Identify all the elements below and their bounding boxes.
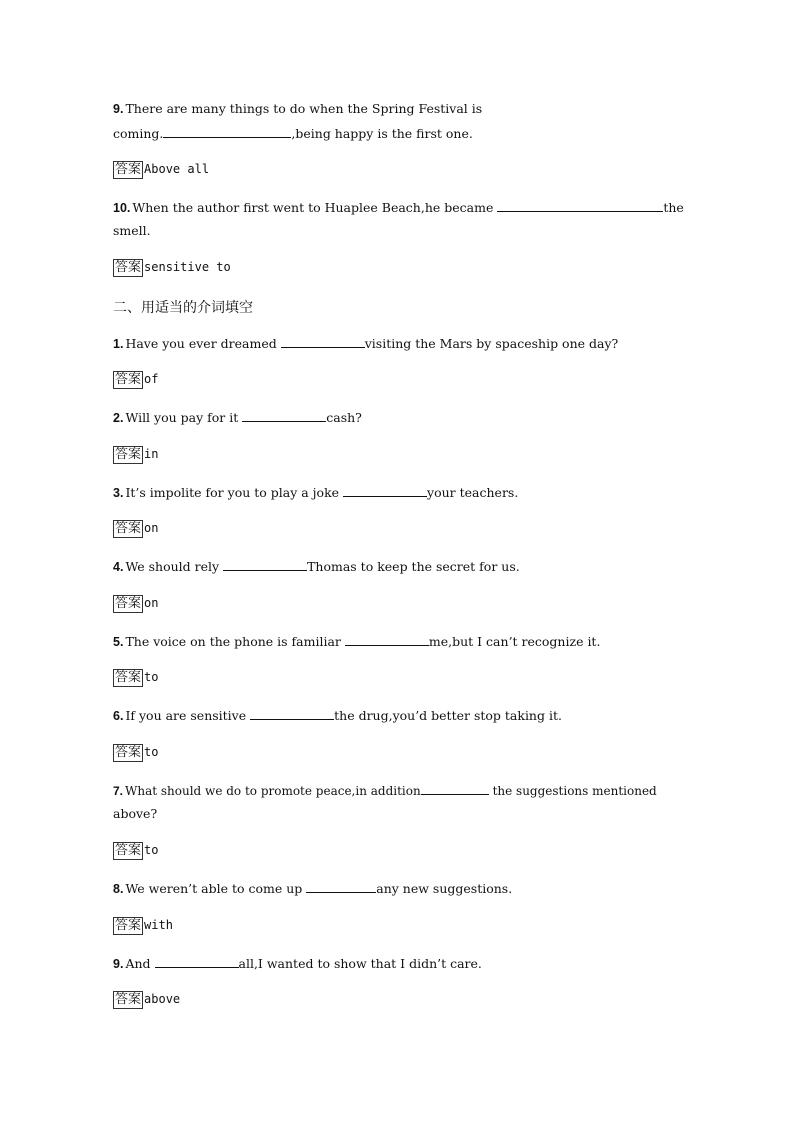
answer-label: 答案 xyxy=(115,162,142,177)
question-10-line2 xyxy=(113,223,151,239)
answer-label: 答案 xyxy=(115,521,142,536)
answer-row xyxy=(113,669,158,687)
answer-text: on xyxy=(144,596,159,610)
answer-text: to xyxy=(144,745,159,759)
question-row xyxy=(113,955,482,972)
question-text: any new suggestions. xyxy=(376,881,513,896)
question-text: the suggestions mentioned xyxy=(492,784,657,798)
answer-row xyxy=(113,161,209,179)
question-text: the xyxy=(663,200,684,215)
question-number: 2. xyxy=(113,411,124,425)
question-10-line1 xyxy=(113,199,684,216)
answer-label: 答案 xyxy=(115,918,142,933)
question-row xyxy=(113,558,520,575)
answer-row xyxy=(113,744,158,762)
answer-blank[interactable] xyxy=(250,707,334,720)
answer-row xyxy=(113,446,158,464)
question-number: 9. xyxy=(113,102,124,116)
question-row xyxy=(113,335,618,352)
question-row xyxy=(113,707,562,724)
question-text: smell. xyxy=(113,223,151,238)
question-text: ,being happy is the first one. xyxy=(291,126,473,141)
question-text: And xyxy=(125,956,151,971)
question-number: 6. xyxy=(113,709,124,723)
question-text: It’s impolite for you to play a joke xyxy=(125,485,340,500)
section-heading: 二、用适当的介词填空 xyxy=(113,300,253,316)
question-text: coming. xyxy=(113,126,164,141)
question-row xyxy=(113,484,518,501)
answer-row xyxy=(113,371,158,389)
answer-blank[interactable] xyxy=(281,335,365,348)
question-row xyxy=(113,782,657,799)
answer-text: in xyxy=(144,447,159,461)
answer-row xyxy=(113,595,158,613)
question-text: Have you ever dreamed xyxy=(125,336,277,351)
answer-label: 答案 xyxy=(115,992,142,1007)
question-text: If you are sensitive xyxy=(125,708,247,723)
answer-row xyxy=(113,842,158,860)
answer-text: Above all xyxy=(144,162,210,176)
answer-text: above xyxy=(144,992,181,1006)
answer-label: 答案 xyxy=(115,670,142,685)
answer-blank[interactable] xyxy=(155,955,239,968)
question-number: 5. xyxy=(113,635,124,649)
question-text: above? xyxy=(113,806,158,821)
question-number: 10. xyxy=(113,201,131,215)
answer-blank[interactable] xyxy=(163,125,291,138)
question-text: cash? xyxy=(326,410,362,425)
question-number: 9. xyxy=(113,957,124,971)
question-text: There are many things to do when the Spring Festival is xyxy=(125,101,483,116)
question-text: We should rely xyxy=(125,559,220,574)
answer-label: 答案 xyxy=(115,745,142,760)
question-text: your teachers. xyxy=(427,485,519,500)
question-text: What should we do to promote peace,in addition xyxy=(125,784,421,798)
answer-row xyxy=(113,917,173,935)
answer-blank[interactable] xyxy=(421,782,489,795)
answer-label: 答案 xyxy=(115,372,142,387)
answer-text: to xyxy=(144,843,159,857)
answer-blank[interactable] xyxy=(343,484,427,497)
answer-blank[interactable] xyxy=(242,409,326,422)
question-row xyxy=(113,880,512,897)
answer-text: with xyxy=(144,918,173,932)
answer-label: 答案 xyxy=(115,260,142,275)
answer-row xyxy=(113,520,158,538)
answer-row xyxy=(113,991,180,1009)
question-number: 1. xyxy=(113,337,124,351)
answer-blank[interactable] xyxy=(223,558,307,571)
question-9-line2 xyxy=(113,125,473,142)
question-text: Thomas to keep the secret for us. xyxy=(307,559,520,574)
answer-label: 答案 xyxy=(115,447,142,462)
answer-blank[interactable] xyxy=(497,199,663,212)
answer-text: to xyxy=(144,670,159,684)
question-number: 3. xyxy=(113,486,124,500)
answer-label: 答案 xyxy=(115,596,142,611)
question-row-continued xyxy=(113,806,157,822)
answer-text: of xyxy=(144,372,159,386)
question-row xyxy=(113,409,362,426)
question-text: Will you pay for it xyxy=(125,410,239,425)
question-text: When the author first went to Huaplee Beach,he became xyxy=(132,200,494,215)
answer-blank[interactable] xyxy=(345,633,429,646)
question-number: 7. xyxy=(113,784,124,798)
question-text: the drug,you’d better stop taking it. xyxy=(334,708,562,723)
answer-row xyxy=(113,259,231,277)
question-text: We weren’t able to come up xyxy=(125,881,303,896)
question-number: 8. xyxy=(113,882,124,896)
question-text: me,but I can’t recognize it. xyxy=(428,634,601,649)
answer-text: on xyxy=(144,521,159,535)
question-9-line1 xyxy=(113,101,482,117)
answer-text: sensitive to xyxy=(144,260,231,274)
question-row xyxy=(113,633,600,650)
question-text: The voice on the phone is familiar xyxy=(125,634,341,649)
question-text: all,I wanted to show that I didn’t care. xyxy=(238,956,482,971)
question-number: 4. xyxy=(113,560,124,574)
answer-label: 答案 xyxy=(115,843,142,858)
answer-blank[interactable] xyxy=(306,880,376,893)
question-text: visiting the Mars by spaceship one day? xyxy=(364,336,619,351)
